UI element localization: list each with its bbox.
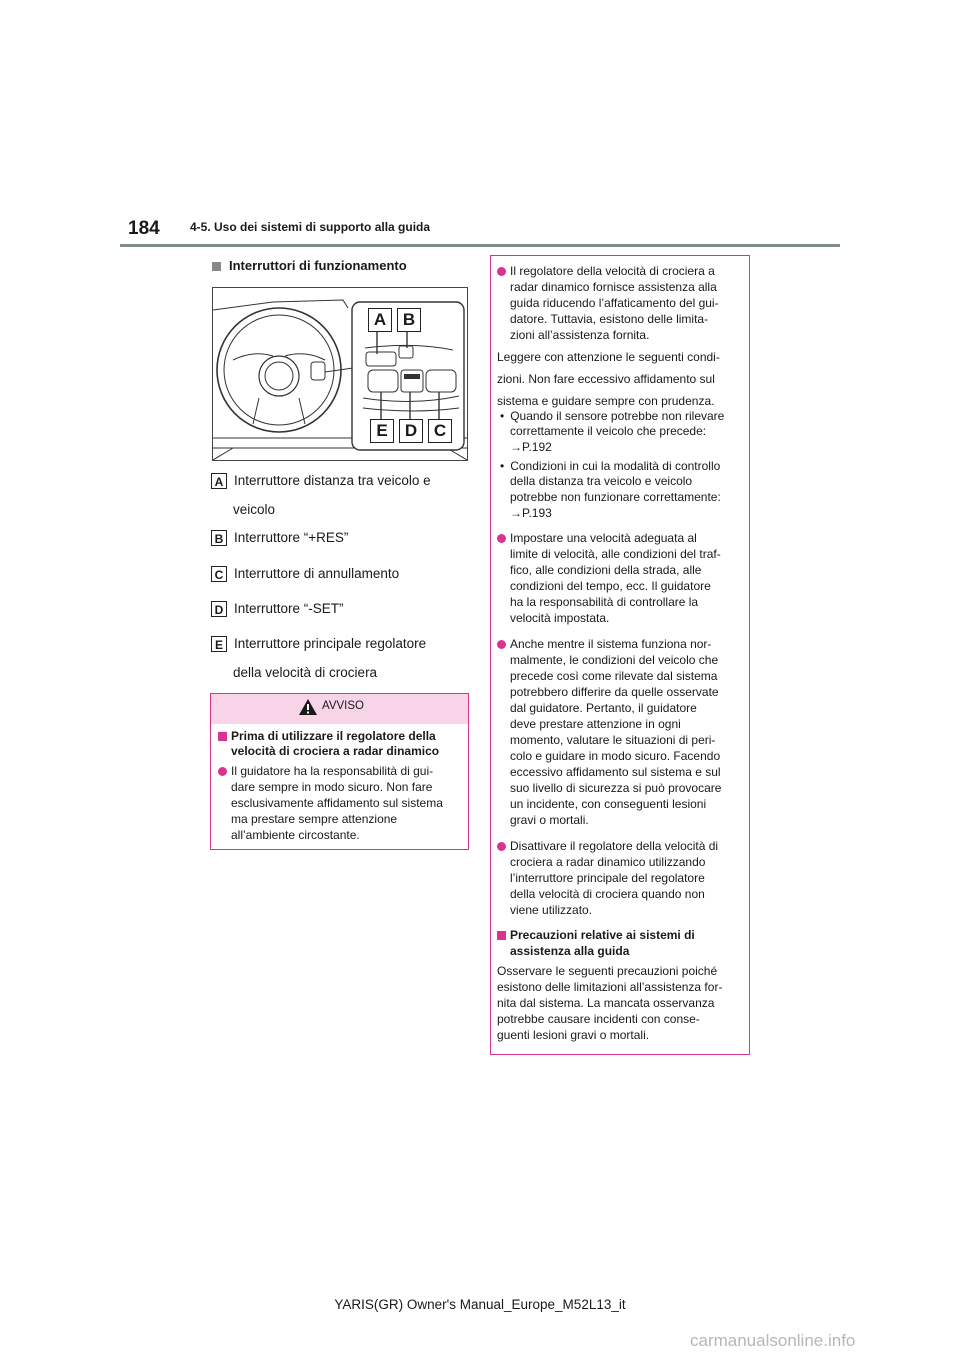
- watermark: carmanualsonline.info: [690, 1331, 856, 1350]
- sub-bullet-2: • Condizioni in cui la modalità di controllo: [500, 459, 721, 473]
- legend-item-b: B Interruttore “+RES”: [211, 530, 348, 546]
- warning-heading: Prima di utilizzare il regolatore della: [218, 729, 436, 745]
- text-line: limite di velocità, alle condizioni del traf-: [510, 547, 721, 561]
- pink-dot-icon: [497, 534, 506, 543]
- legend-item-e: E Interruttore principale regolatore: [211, 636, 426, 652]
- figure-label-c: C: [428, 419, 452, 443]
- warning-heading-2: velocità di crociera a radar dinamico: [231, 744, 440, 758]
- text-line: velocità impostata.: [510, 611, 610, 625]
- text-line: deve prestare attenzione in ogni: [510, 717, 681, 731]
- right-bullet-2: Impostare una velocità adeguata al: [497, 531, 697, 547]
- page-ref-link[interactable]: →P.193: [510, 506, 552, 520]
- text-line: colo e guidare in modo sicuro. Facendo: [510, 749, 721, 763]
- text-line: potrebbe non funzionare correttamente:: [510, 490, 721, 504]
- figure-label-a: A: [368, 308, 392, 332]
- right-bullet-4: Disattivare il regolatore della velocità di: [497, 839, 718, 855]
- subheading: [212, 258, 407, 273]
- warning-triangle-icon: [298, 698, 318, 721]
- warning-line: ma prestare sempre attenzione: [231, 812, 398, 826]
- text-line: guenti lesioni gravi o mortali.: [497, 1028, 650, 1042]
- header-rule: [120, 244, 840, 247]
- pink-square-icon: [497, 931, 506, 940]
- text-line: suo livello di sicurezza si può provocare: [510, 781, 722, 795]
- text-line: ha la responsabilità di controllare la: [510, 595, 699, 609]
- text-line: esistono delle limitazioni all’assistenza for-: [497, 980, 723, 994]
- subheading-text: Interruttori di funzionamento: [229, 258, 407, 273]
- text-line: un incidente, con conseguenti lesioni: [510, 797, 707, 811]
- text-line: assistenza alla guida: [510, 944, 630, 958]
- pink-dot-icon: [497, 842, 506, 851]
- figure-label-d: D: [399, 419, 423, 443]
- pink-dot-icon: [497, 640, 506, 649]
- figure-label-e: E: [370, 419, 394, 443]
- figure-label-b: B: [397, 308, 421, 332]
- warning-line: all’ambiente circostante.: [231, 828, 360, 842]
- text-line: Leggere con attenzione le seguenti condi-: [497, 350, 720, 364]
- footer-text: YARIS(GR) Owner's Manual_Europe_M52L13_it: [334, 1297, 626, 1312]
- right-bullet-1: Il regolatore della velocità di crociera a: [497, 264, 715, 280]
- warning-line: esclusivamente affidamento sul sistema: [231, 796, 443, 810]
- legend-item-d: D Interruttore “-SET”: [211, 601, 344, 617]
- right-heading-2: Precauzioni relative ai sistemi di: [497, 928, 695, 944]
- sub-bullet-1: • Quando il sensore potrebbe non rilevare: [500, 409, 725, 423]
- warning-bullet: Il guidatore ha la responsabilità di gui-: [218, 764, 433, 780]
- right-bullet-3: Anche mentre il sistema funziona nor-: [497, 637, 711, 653]
- text-line: viene utilizzato.: [510, 903, 593, 917]
- warning-title: AVVISO: [322, 700, 364, 712]
- pink-dot-icon: [497, 267, 506, 276]
- text-line: malmente, le condizioni del veicolo che: [510, 653, 719, 667]
- text-line: Osservare le seguenti precauzioni poiché: [497, 964, 718, 978]
- text-line: della velocità di crociera quando non: [510, 887, 705, 901]
- text-line: condizioni del tempo, ecc. Il guidatore: [510, 579, 711, 593]
- text-line: sistema e guidare sempre con prudenza.: [497, 394, 715, 408]
- text-line: dal guidatore. Pertanto, il guidatore: [510, 701, 697, 715]
- page-ref-link[interactable]: →P.192: [510, 440, 552, 454]
- text-line: potrebbe causare incidenti con conse-: [497, 1012, 700, 1026]
- legend-item-a: A Interruttore distanza tra veicolo e: [211, 473, 431, 489]
- text-line: guida riducendo l’affaticamento del gui-: [510, 296, 719, 310]
- text-line: nita dal sistema. La mancata osservanza: [497, 996, 715, 1010]
- text-line: zioni all’assistenza fornita.: [510, 328, 650, 342]
- text-line: gravi o mortali.: [510, 813, 589, 827]
- page-number: 184: [128, 218, 160, 239]
- text-line: precede così come rilevate dal sistema: [510, 669, 718, 683]
- text-line: datore. Tuttavia, esistono delle limita-: [510, 312, 709, 326]
- legend-item-a-cont: veicolo: [233, 502, 276, 517]
- text-line: radar dinamico fornisce assistenza alla: [510, 280, 717, 294]
- square-bullet-icon: [212, 262, 221, 271]
- text-line: potrebbero differire da quelle osservate: [510, 685, 719, 699]
- text-line: fico, alle condizioni della strada, alle: [510, 563, 702, 577]
- text-line: della distanza tra veicolo e veicolo: [510, 474, 693, 488]
- text-line: momento, valutare le situazioni di peri-: [510, 733, 716, 747]
- legend-item-c: C Interruttore di annullamento: [211, 566, 399, 582]
- pink-square-icon: [218, 732, 227, 741]
- text-line: crociera a radar dinamico utilizzando: [510, 855, 706, 869]
- text-line: l’interruttore principale del regolatore: [510, 871, 705, 885]
- legend-item-e-cont: della velocità di crociera: [233, 665, 378, 680]
- text-line: zioni. Non fare eccessivo affidamento sul: [497, 372, 715, 386]
- text-line: correttamente il veicolo che precede:: [510, 424, 707, 438]
- text-line: eccessivo affidamento sul sistema e sul: [510, 765, 721, 779]
- section-title: 4-5. Uso dei sistemi di supporto alla guida: [190, 220, 431, 234]
- pink-dot-icon: [218, 767, 227, 776]
- warning-line: dare sempre in modo sicuro. Non fare: [231, 780, 433, 794]
- steering-wheel-figure: [212, 287, 468, 461]
